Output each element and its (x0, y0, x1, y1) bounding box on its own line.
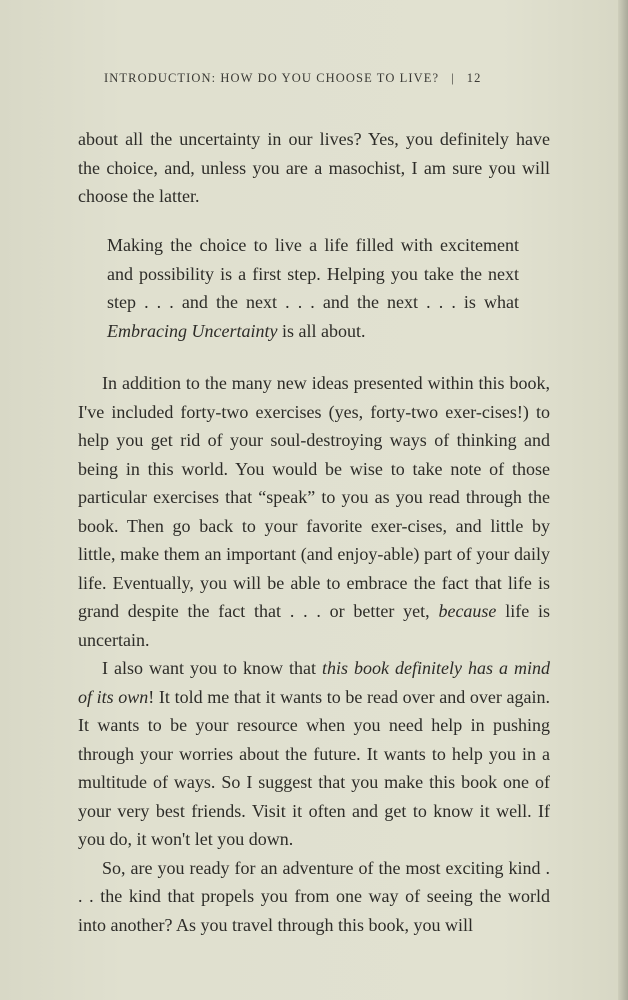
main-text (78, 369, 550, 939)
block-quote (107, 231, 519, 345)
running-title: INTRODUCTION: HOW DO YOU CHOOSE TO LIVE? (104, 71, 440, 85)
page-number: 12 (466, 71, 482, 85)
page-edge (618, 0, 628, 1000)
header-separator: | (451, 71, 455, 85)
paragraph-4: So, are you ready for an adventure of the most exciting kind . . . the kind that propels you from one way of seeing the world into another? As you travel through this book, you will (78, 857, 550, 935)
paragraph-1 (78, 125, 550, 211)
quote-text-before: Making the choice to live a life filled with excitement and possibility is a first step. Helping you take the next step . . . and the next . . . and the next . . . is what (107, 235, 519, 312)
quote-text-after: is all about. (277, 320, 366, 341)
paragraph-1-text: about all the uncertainty in our lives? Yes, you definitely have the choice, and, unless you are a masochist, I am sure you will choose the latter. (78, 129, 550, 206)
paragraph-2-text: In addition to the many new ideas presented within this book, I've included forty-two exercises (yes, forty-two exer-cises!) to help you get rid of your soul-destroying ways of thinking and being in this world. You would be wise to take note of those particular exercises that “speak” to you as you read through the book. Then go back to your favorite exer-cises, and little by little, make them an important (and enjoy-able) part of your daily life. Eventually, you will be able to embrace the fact that life is grand despite the fact that . . . or better yet, (78, 373, 550, 621)
paragraph-3-emphasis: this book definitely has a mind of its own (78, 658, 550, 707)
paragraph-3-text: ! It told me that it wants to be read over and over again. It wants to be your resource when you need help in pushing through your worries about the future. It wants to help you in a multitude of ways. So I suggest that you make this book one of your very best friends. Visit it often and get to know it well. If you do, it won't let you down. (78, 686, 550, 849)
paragraph-2 (78, 369, 550, 654)
paragraph-3 (78, 654, 550, 854)
paragraph-2-emphasis: because (438, 601, 497, 621)
quote-book-title: Embracing Uncertainty (107, 320, 278, 341)
running-header (104, 71, 544, 86)
block-quote-text (107, 231, 519, 345)
paragraph-2-end: life is uncertain. (78, 601, 550, 650)
paragraph-3-start: I also want you to know that (102, 658, 322, 678)
